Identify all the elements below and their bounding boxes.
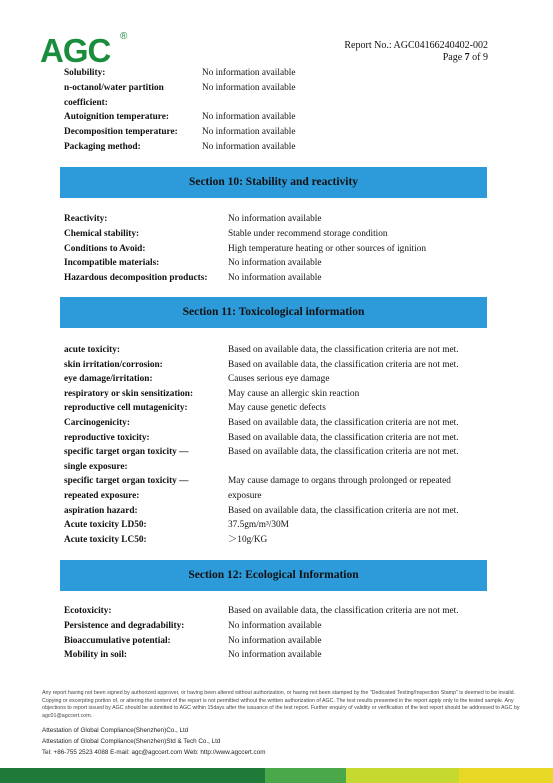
field-value: Based on available data, the classification criteria are not met.	[228, 447, 459, 458]
field-value: No information available	[228, 214, 322, 224]
section-12-header: Section 12: Ecological Information	[60, 560, 487, 591]
field-value: No information available	[202, 142, 296, 152]
field-label: coefficient:	[64, 97, 108, 108]
field-label: Reactivity:	[64, 214, 108, 224]
field-value: Based on available data, the classification criteria are not met.	[228, 345, 459, 355]
field-label: Packaging method:	[64, 142, 141, 152]
footer-disclaimer: Any report having not been signed by authorized approver, or having been altered without authorization, or having not been stamped by the "Dedicated Testing/Inspection Stamp" is deemed to be invalid. Copying or excerpting portion of, or altering the content of the report is not permitted without the written authorization of AGC. The test results presented in the report apply only to the tested sample. Any objections to report issued by AGC should be submitted to AGC within 15days after the issuance of the test report. Further enquiry of validity or verification of the test report should be addressed to AGC by agc01@agccert.com.	[42, 690, 520, 719]
footer-bar-3	[346, 768, 459, 783]
field-value: ＞10g/KG	[228, 534, 268, 545]
field-value: High temperature heating or other sources of ignition	[228, 243, 427, 254]
field-value: No information available	[228, 635, 322, 646]
field-value: Based on available data, the classification criteria are not met.	[228, 359, 459, 370]
footer-bar-4	[459, 768, 553, 783]
field-label: Mobility in soil:	[64, 650, 128, 661]
attestation-2: Attestation of Global Compliance(Shenzhen)Std & Tech Co., Ltd	[42, 738, 221, 745]
field-value: Based on available data, the classification criteria are not met.	[228, 418, 459, 428]
page-current: 7	[464, 52, 470, 63]
field-label: reproductive toxicity:	[64, 432, 150, 443]
field-label: Conditions to Avoid:	[64, 243, 146, 254]
section-11-header: Section 11: Toxicological information	[60, 297, 487, 328]
field-value: Based on available data, the classification criteria are not met.	[228, 432, 459, 443]
field-label: n-octanol/water partition	[64, 82, 164, 93]
field-value: No information available	[202, 112, 296, 123]
field-label: skin irritation/corrosion:	[64, 359, 163, 370]
field-label: respiratory or skin sensitization:	[64, 388, 194, 399]
field-label: Bioaccumulative potential:	[64, 635, 171, 646]
field-value: No information available	[228, 258, 322, 269]
field-label: Acute toxicity LD50:	[64, 520, 147, 531]
field-label: acute toxicity:	[64, 345, 121, 355]
field-value: No information available	[202, 127, 296, 138]
field-label: Autoignition temperature:	[64, 112, 169, 123]
field-label: Chemical stability:	[64, 228, 140, 239]
field-value: May cause an allergic skin reaction	[228, 388, 360, 399]
field-label: Ecotoxicity:	[64, 606, 112, 616]
field-label: Persistence and degradability:	[64, 620, 185, 631]
field-label: Decomposition temperature:	[64, 127, 178, 138]
field-label: reproductive cell mutagenicity:	[64, 403, 188, 414]
page-of: of 9	[472, 52, 488, 63]
field-label: Carcinogenicity:	[64, 418, 130, 428]
field-label: specific target organ toxicity —	[64, 447, 189, 458]
registered-mark: ®	[120, 31, 128, 42]
field-value: No information available	[202, 82, 296, 93]
footer-bar-2	[265, 768, 345, 783]
field-value: No information available	[202, 68, 296, 78]
page-indicator	[443, 52, 488, 63]
section-10-header: Section 10: Stability and reactivity	[60, 167, 487, 198]
field-label: specific target organ toxicity —	[64, 476, 189, 487]
attestation-1: Attestation of Global Compliance(Shenzhen)Co., Ltd	[42, 727, 189, 734]
footer-bar-1	[0, 768, 265, 783]
contact-line: Tel: +86-755 2523 4088 E-mail: agc@agccert.com Web: http://www.agccert.com	[42, 749, 266, 756]
field-label: aspiration hazard:	[64, 505, 138, 516]
field-label: Solubility:	[64, 68, 106, 78]
page-label: Page	[442, 52, 463, 63]
field-value: May cause damage to organs through prolonged or repeated	[228, 476, 451, 487]
field-label: Acute toxicity LC50:	[64, 534, 147, 545]
field-value: No information available	[228, 650, 322, 661]
field-value: Causes serious eye damage	[228, 374, 330, 385]
field-label: eye damage/irritation:	[64, 374, 153, 385]
field-value: Stable under recommend storage condition	[228, 228, 388, 239]
field-label: Incompatible materials:	[64, 258, 160, 269]
report-number: Report No.: AGC04166240402-002	[344, 40, 488, 51]
field-value: No information available	[228, 273, 322, 284]
field-value: May cause genetic defects	[228, 403, 326, 414]
field-value: No information available	[228, 620, 322, 631]
field-value: exposure	[228, 491, 262, 501]
field-label: Hazardous decomposition products:	[64, 273, 208, 284]
field-value: Based on available data, the classification criteria are not met.	[228, 505, 459, 516]
field-value: Based on available data, the classification criteria are not met.	[228, 606, 459, 616]
field-label: single exposure:	[64, 461, 128, 472]
footer-color-bars	[0, 768, 553, 783]
logo-text: AGC	[40, 32, 111, 69]
field-label: repeated exposure:	[64, 491, 140, 501]
field-value: 37.5gm/m³/30M	[228, 520, 289, 531]
